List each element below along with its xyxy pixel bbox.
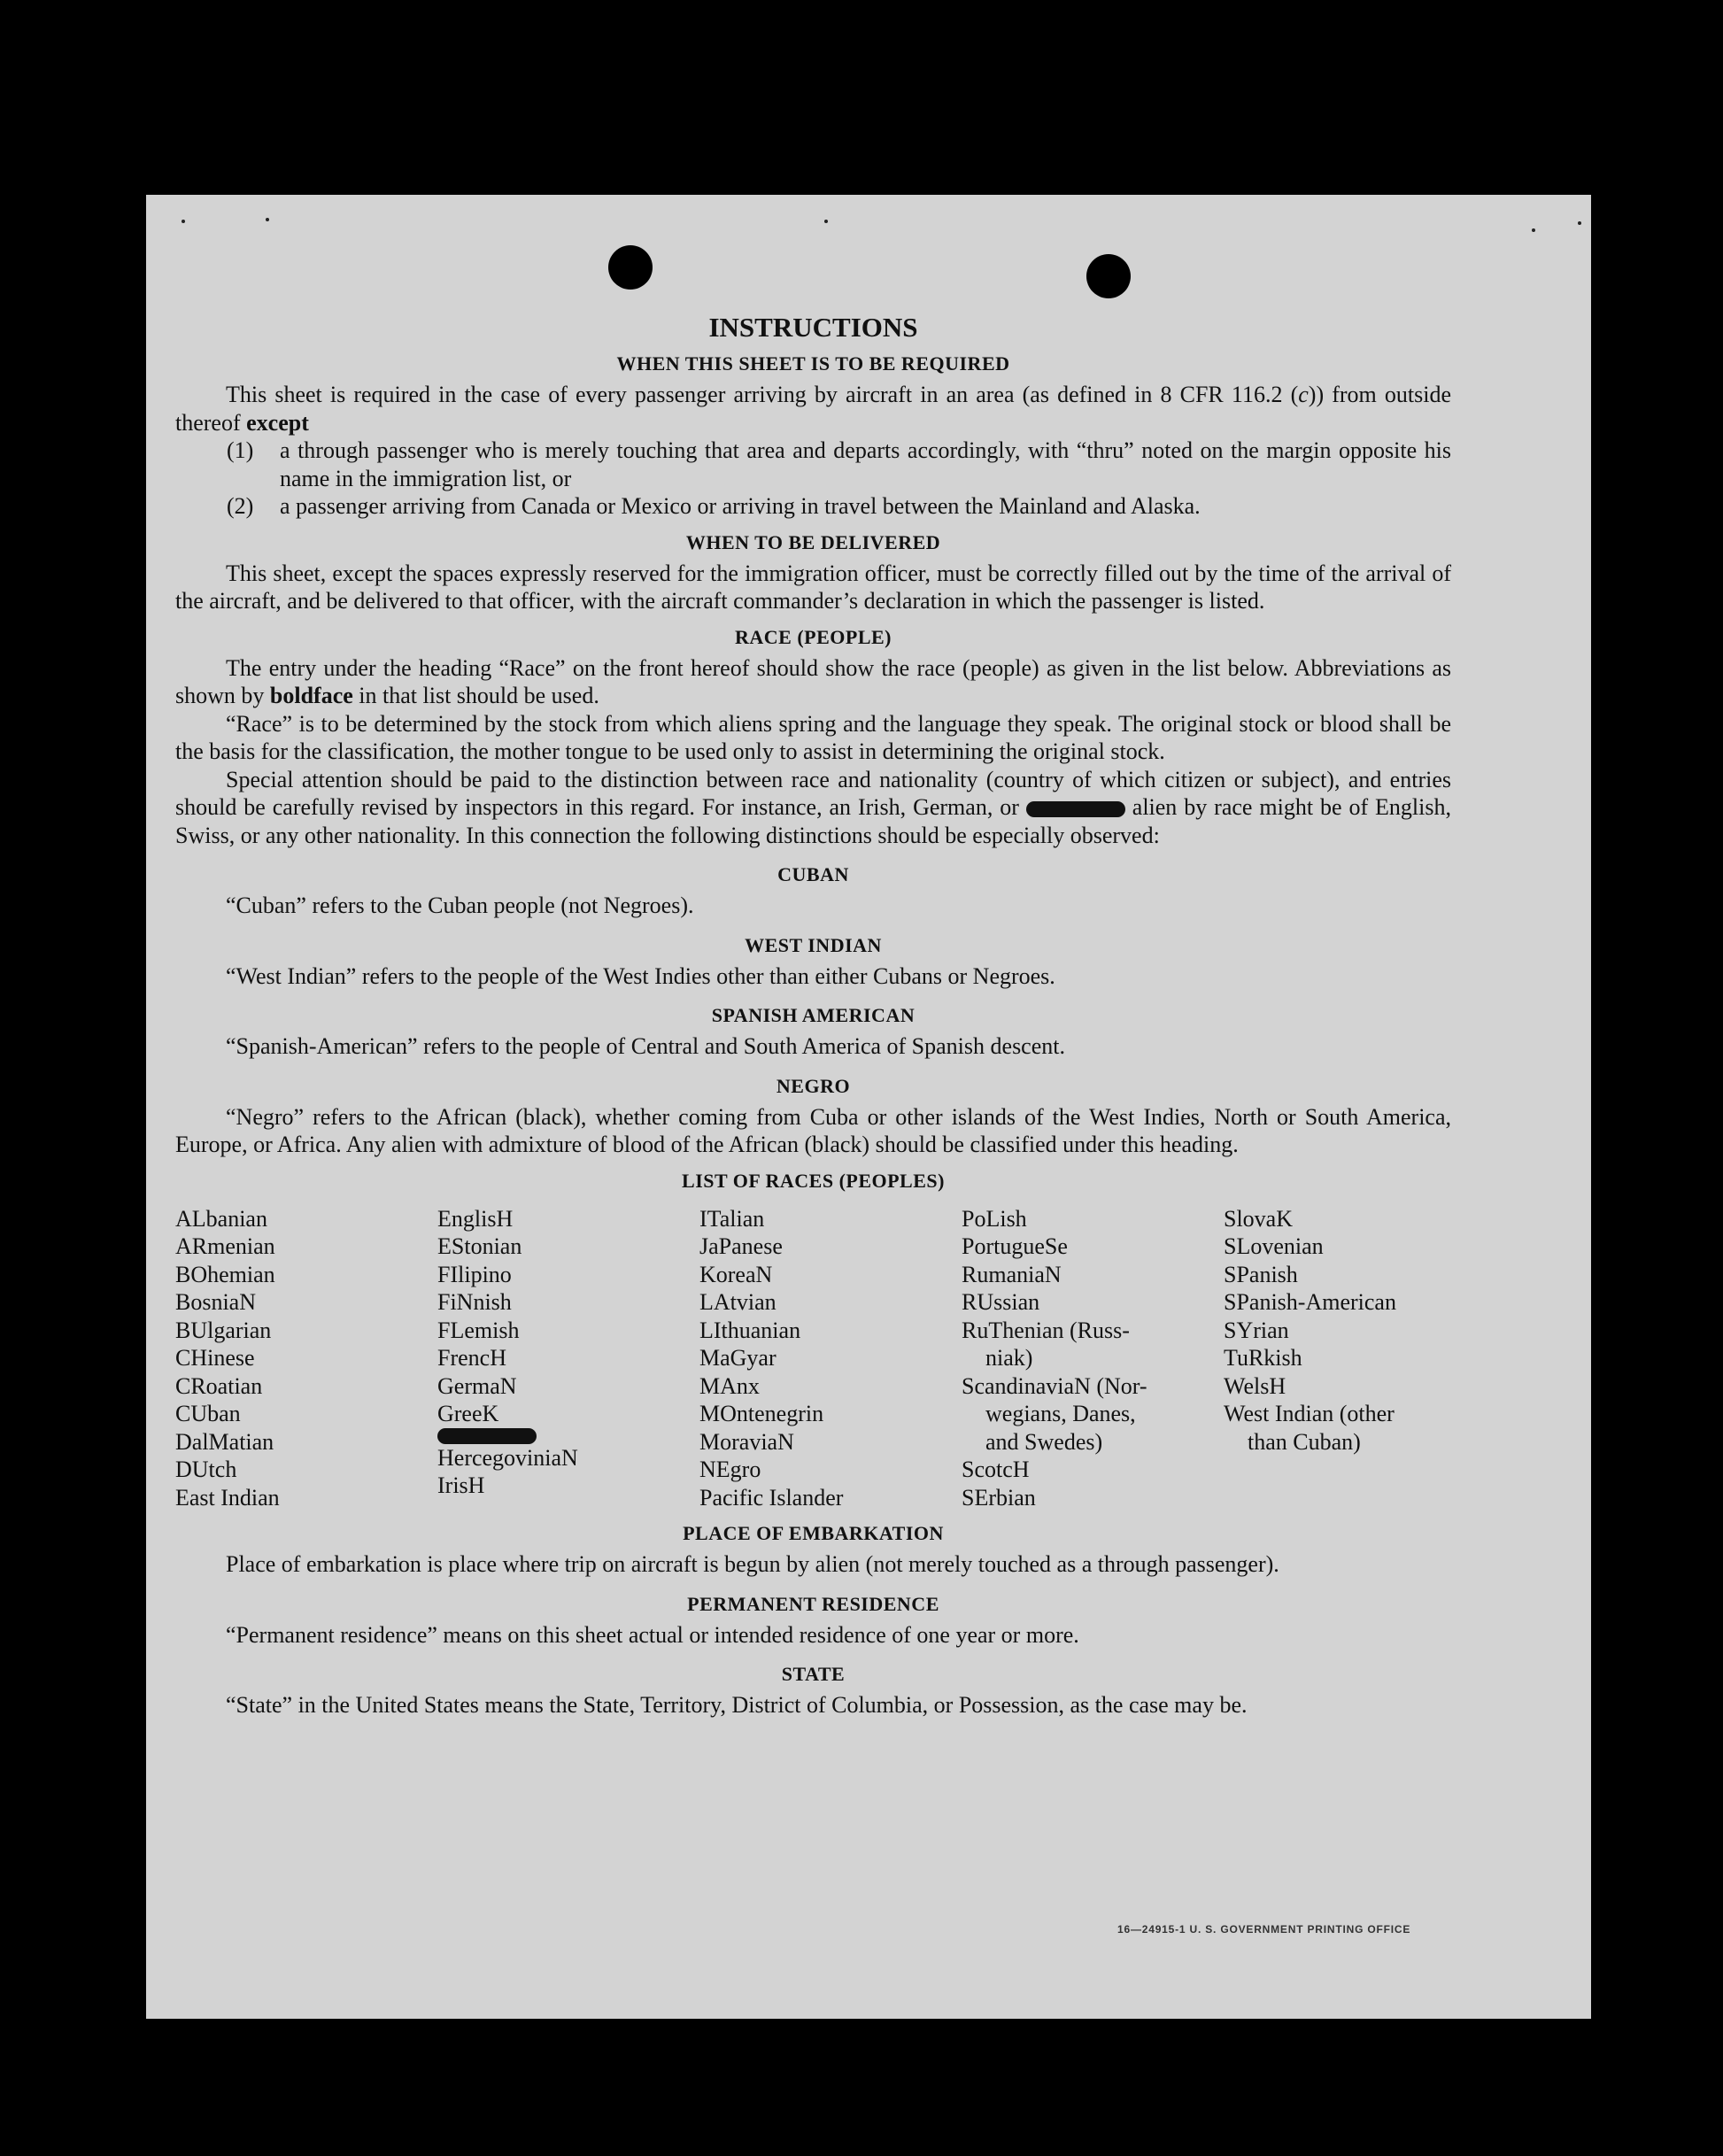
speck <box>182 220 185 223</box>
heading-spanish-american: SPANISH AMERICAN <box>711 1004 916 1026</box>
race-column <box>699 1205 962 1512</box>
race-entry: SErbian <box>962 1484 1036 1511</box>
spanish-american-text: “Spanish-American” refers to the people of Central and South America of Spanish descent. <box>226 1033 1065 1059</box>
race-entry: SLovenian <box>1224 1233 1324 1259</box>
race-paragraph-1: The entry under the heading “Race” on the front hereof should show the race (people) as given in the list below. Abbreviations as shown by boldface in that list should be used. <box>175 654 1451 708</box>
race-entry: NEgro <box>699 1457 761 1482</box>
race-entry: RuThenian (Russ- <box>962 1317 1130 1343</box>
heading-west-indian: WEST INDIAN <box>745 933 882 956</box>
race-entry: EnglisH <box>437 1205 514 1232</box>
race-entry: MOntenegrin <box>699 1401 824 1426</box>
race-paragraph-2: “Race” is to be determined by the stock from which aliens spring and the language they speak. The original stock or blood shall be the basis for the classification, the mother tongue to be used only to assist in determining the original stock. <box>175 710 1451 764</box>
printing-office-code: 16—24915-1 U. S. GOVERNMENT PRINTING OFFICE <box>1117 1923 1411 1936</box>
race-entry: BUlgarian <box>175 1317 272 1343</box>
when-required-intro: This sheet is required in the case of every passenger arriving by aircraft in an area (as defined in 8 CFR 116.2 (c)) from outside thereof except <box>175 382 1451 436</box>
race-entry: RumaniaN <box>962 1261 1062 1287</box>
west-indian-text: “West Indian” refers to the people of the West Indies other than either Cubans or Negroes. <box>226 962 1055 989</box>
race-entry: HercegoviniaN <box>437 1444 578 1471</box>
race-entry: SYrian <box>1224 1317 1289 1343</box>
race-entry: ITalian <box>699 1205 765 1232</box>
race-entry: ScotcH <box>962 1457 1030 1482</box>
race-entry: ScandinaviaN (Nor- <box>962 1372 1147 1399</box>
heading-race: RACE (PEOPLE) <box>735 625 892 648</box>
race-entry: SPanish-American <box>1224 1289 1396 1315</box>
negro-text: “Negro” refers to the African (black), whether coming from Cuba or other islands of the West Indies, North or South America, Europe, or Africa. Any alien with admixture of blood of the African (black) should be classified under this heading. <box>175 1103 1451 1157</box>
race-entry: ARmenian <box>175 1233 275 1259</box>
when-delivered-text: This sheet, except the spaces expressly reserved for the immigration officer, must be correctly filled out by the time of the arrival of the aircraft, and be delivered to that officer, with the aircraft commander’s declaration in which the passenger is listed. <box>175 560 1451 614</box>
heading-when-required: WHEN THIS SHEET IS TO BE REQUIRED <box>616 352 1010 375</box>
race-entry: GermaN <box>437 1372 517 1399</box>
speck <box>1532 228 1535 232</box>
exception-item: (1) a through passenger who is merely touching that area and departs accordingly, with “thru” noted on the margin opposite his name in the immigration list, or <box>227 437 1451 491</box>
race-entry: DUtch <box>175 1457 237 1482</box>
exception-list <box>175 437 1451 521</box>
race-entry: CRoatian <box>175 1372 263 1399</box>
state-text: “State” in the United States means the State, Territory, District of Columbia, or Possession, as the case may be. <box>226 1692 1248 1718</box>
race-entry: FIlipino <box>437 1261 512 1287</box>
race-entry-continued: and Swedes) <box>985 1428 1103 1455</box>
instructions-content <box>175 312 1451 1719</box>
race-entry: West Indian (other <box>1224 1401 1395 1426</box>
race-entry: LIthuanian <box>699 1317 801 1343</box>
race-entry: MaGyar <box>699 1345 777 1371</box>
race-entry: RUssian <box>962 1289 1040 1315</box>
race-entry: MAnx <box>699 1372 760 1399</box>
race-entry: PoLish <box>962 1205 1027 1232</box>
race-entry: JaPanese <box>699 1233 783 1259</box>
race-entry: TuRkish <box>1224 1345 1302 1371</box>
document-sheet <box>146 195 1591 2019</box>
race-column <box>962 1205 1224 1512</box>
heading-negro: NEGRO <box>776 1074 851 1097</box>
heading-when-delivered: WHEN TO BE DELIVERED <box>685 530 941 553</box>
race-entry: CHinese <box>175 1345 255 1371</box>
race-entry: ALbanian <box>175 1205 267 1232</box>
permanent-residence-text: “Permanent residence” means on this sheet actual or intended residence of one year or more. <box>226 1621 1079 1648</box>
race-entry: BosniaN <box>175 1289 256 1315</box>
race-entry: MoraviaN <box>699 1428 794 1455</box>
speck <box>266 218 269 221</box>
race-entry: LAtvian <box>699 1289 777 1315</box>
race-entry-continued: niak) <box>985 1345 1033 1371</box>
race-entry: Pacific Islander <box>699 1484 844 1511</box>
exception-item: (2) a passenger arriving from Canada or Mexico or arriving in travel between the Mainland and Alaska. <box>227 493 1201 519</box>
cuban-text: “Cuban” refers to the Cuban people (not Negroes). <box>226 893 694 918</box>
race-entry-continued: than Cuban) <box>1248 1428 1361 1455</box>
redaction-mark <box>1026 801 1125 817</box>
heading-cuban: CUBAN <box>777 863 849 885</box>
punch-hole <box>608 245 653 290</box>
heading-state: STATE <box>781 1663 846 1685</box>
heading-embarkation: PLACE OF EMBARKATION <box>683 1522 944 1544</box>
race-entry: GreeK <box>437 1401 499 1426</box>
race-entry-redacted <box>437 1428 699 1444</box>
race-entry: EStonian <box>437 1233 522 1259</box>
race-entry: BOhemian <box>175 1261 275 1287</box>
redaction-mark <box>437 1428 537 1444</box>
race-entry: CUban <box>175 1401 241 1426</box>
race-entry: KoreaN <box>699 1261 773 1287</box>
speck <box>824 220 828 223</box>
race-entry: SPanish <box>1224 1261 1298 1287</box>
speck <box>1578 221 1581 225</box>
embarkation-text: Place of embarkation is place where trip on aircraft is begun by alien (not merely touched as a through passenger). <box>226 1551 1279 1577</box>
race-column <box>437 1205 699 1512</box>
race-entry: East Indian <box>175 1484 280 1511</box>
race-column <box>1224 1205 1451 1512</box>
race-entry: WelsH <box>1224 1372 1286 1399</box>
race-entry: PortugueSe <box>962 1233 1068 1259</box>
race-entry: FLemish <box>437 1317 520 1343</box>
punch-hole <box>1086 254 1131 298</box>
race-entry: FrencH <box>437 1345 506 1371</box>
race-column <box>175 1205 437 1512</box>
race-entry: FiNnish <box>437 1289 512 1315</box>
heading-permanent-residence: PERMANENT RESIDENCE <box>687 1592 939 1615</box>
race-entry: SlovaK <box>1224 1205 1293 1232</box>
race-list <box>175 1205 1451 1512</box>
race-entry: IrisH <box>437 1472 485 1498</box>
race-entry: DalMatian <box>175 1428 274 1455</box>
page-title: INSTRUCTIONS <box>708 312 918 343</box>
race-paragraph-3: Special attention should be paid to the distinction between race and nationality (country of which citizen or subject), and entries should be carefully revised by inspectors in this regard. For instance, an Irish, German, or alien by race might be of English, Swiss, or any other nationality. In this connection the following distinctions should be especially observed: <box>175 766 1451 848</box>
heading-list-of-races: LIST OF RACES (PEOPLES) <box>682 1169 945 1192</box>
race-entry-continued: wegians, Danes, <box>985 1401 1136 1426</box>
